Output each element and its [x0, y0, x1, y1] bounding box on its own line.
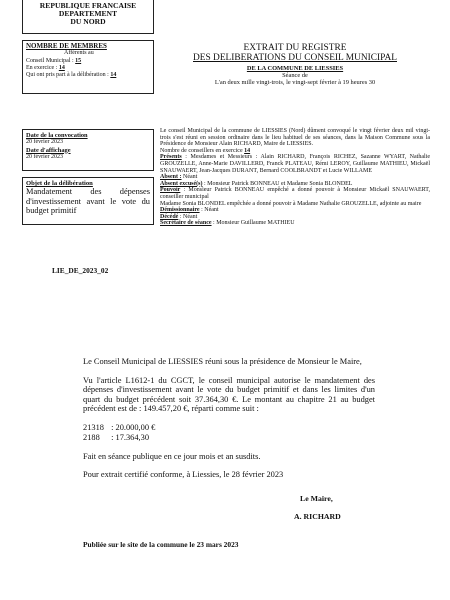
demission-line — [160, 207, 430, 214]
secretaire-label: Secrétaire de séance — [160, 220, 212, 227]
absent-text: Néant — [183, 174, 198, 181]
presents-label: Présents — [160, 154, 182, 161]
presents-text: : Mesdames et Messieurs : Alain RICHARD, François RICHEZ, Sazanne WYART, Nathalie GROUZELLE, Anne-Marie DAVILLERD, Franck PLATEAU, Rémi LEROY, Guillaume MATHIEU, Mickaël SNAUWAERT, Jean-Jacques DURANT, Bernard COOLBRANDT et Lucie WILLAME — [160, 154, 430, 174]
excuses-line — [160, 181, 430, 188]
deliberation-value: 14 — [110, 72, 117, 79]
allocation-row — [83, 433, 375, 443]
seance-label: Séance de — [282, 72, 308, 79]
seance-details — [160, 128, 430, 227]
allocation-amount: : 20.000,00 € — [111, 422, 156, 432]
convocation-title: Date de la convocation — [26, 132, 88, 139]
conseil-label: Conseil Municipal : — [26, 57, 74, 64]
intro-paragraph: Le conseil Municipal de la commune de LIESSIES (Nord) dûment convoqué le vingt février deux mil vingt-trois s'est réuni en session ordinaire dans le lieu habituel de ses séances, dans la Maison Commune sous la Présidence de Monsieur Alain RICHARD, Maire de LIESSIES. — [160, 128, 430, 148]
affichage-title: Date d'affichage — [26, 146, 71, 154]
nombre-line — [160, 148, 430, 155]
members-box — [22, 40, 154, 94]
nombre-value: 14 — [244, 147, 251, 154]
decision-body — [83, 357, 375, 479]
pouvoir-text-2: Madame Sonia BLONDEL empêchée a donné pouvoir à Madame Nathalie GROUZELLE, adjointe au maire — [160, 200, 422, 207]
deliberation-label: Qui ont pris part à la délibération : — [26, 72, 109, 79]
absent-label: Absent : — [160, 174, 182, 181]
deliberation-reference: LIE_DE_2023_02 — [52, 266, 109, 275]
objet-text: Mandatement des dépenses d'investissement avant le vote du budget primitif — [26, 187, 150, 215]
excuses-text: : Monsieur Patrick BONNEAU et Madame Sonia BLONDEL — [204, 180, 353, 187]
exercice-label: En exercice : — [26, 64, 58, 71]
members-title: NOMBRE DE MEMBRES — [26, 42, 107, 50]
pouvoir-block — [160, 187, 430, 200]
nombre-label: Nombre de conseillers en exercice — [160, 147, 243, 154]
department-line: DEPARTEMENT — [58, 9, 118, 19]
signature-title-visible: Le Maire, — [300, 494, 333, 503]
exercice-count — [26, 65, 150, 72]
dates-box — [22, 129, 154, 171]
registre-title-1: EXTRAIT DU REGISTRE — [243, 43, 347, 53]
body-paragraph-1: Le Conseil Municipal de LIESSIES réuni sous la présidence de Monsieur le Maire, — [83, 357, 362, 366]
decede-text: : Néant — [179, 213, 198, 220]
secretaire-line — [160, 220, 430, 227]
affichage-date: 20 février 2023 — [26, 153, 63, 160]
convocation-date: 20 février 2023 — [26, 139, 63, 146]
pouvoir-label: Pouvoir — [160, 187, 181, 194]
seance-date: L'an deux mille vingt-trois, le vingt-sept février à 19 heures 30 — [214, 79, 376, 86]
pouvoir-text-1: : Monsieur Patrick BONNEAU empêché a donné pouvoir à Monsieur Mickaël SNAUWAERT, conseiller municipal — [160, 187, 430, 200]
registre-title-2: DES DELIBERATIONS DU CONSEIL MUNICIPAL — [193, 53, 397, 63]
excuses-label: Absent excusé(s) — [160, 180, 203, 187]
signature-name: A. RICHARD — [294, 512, 341, 521]
allocation-row — [83, 423, 375, 433]
conseil-count — [26, 58, 150, 65]
decede-line — [160, 214, 430, 221]
body-paragraph-4: Pour extrait certifié conforme, à Liessies, le 28 février 2023 — [83, 469, 284, 479]
exercice-value: 14 — [58, 64, 65, 71]
republic-line: REPUBLIQUE FRANCAISE — [39, 1, 137, 10]
registre-title-3: DE LA COMMUNE DE LIESSIES — [246, 65, 344, 72]
allocation-code: 21318 — [83, 422, 104, 432]
body-paragraph-2: Vu l'article L1612-1 du CGCT, le conseil municipal autorise le mandatement des dépenses d'investissement avant le vote du budget primitif et dans les limites d'un quart du budget précédent soit 37.364,30 €. Le montant au chapitre 21 au budget précédent est de : 149.457,20 €, réparti comme suit : — [83, 375, 375, 414]
decede-label: Décédé — [160, 213, 179, 220]
absent-line — [160, 174, 430, 181]
objet-title: Objet de la délibération — [26, 180, 93, 187]
demission-label: Démissionnaire — [160, 207, 200, 214]
conseil-value: 15 — [75, 57, 82, 64]
allocation-amount: : 17.364,30 — [111, 432, 150, 442]
deliberation-count — [26, 72, 150, 79]
objet-box — [22, 177, 154, 225]
allocation-code: 2188 — [83, 432, 100, 442]
republic-header-box — [22, 0, 154, 34]
presents-block — [160, 154, 430, 174]
body-paragraph-3: Fait en séance publique en ce jour mois et an susdits. — [83, 452, 261, 462]
afferents-label: Afférents au — [64, 50, 94, 57]
nord-line: DU NORD — [70, 17, 106, 27]
demission-text: : Néant — [201, 207, 219, 214]
publication-note: Publiée sur le site de la commune le 23 mars 2023 — [83, 540, 239, 549]
secretaire-text: : Monsieur Guillaume MATHIEU — [213, 220, 295, 227]
